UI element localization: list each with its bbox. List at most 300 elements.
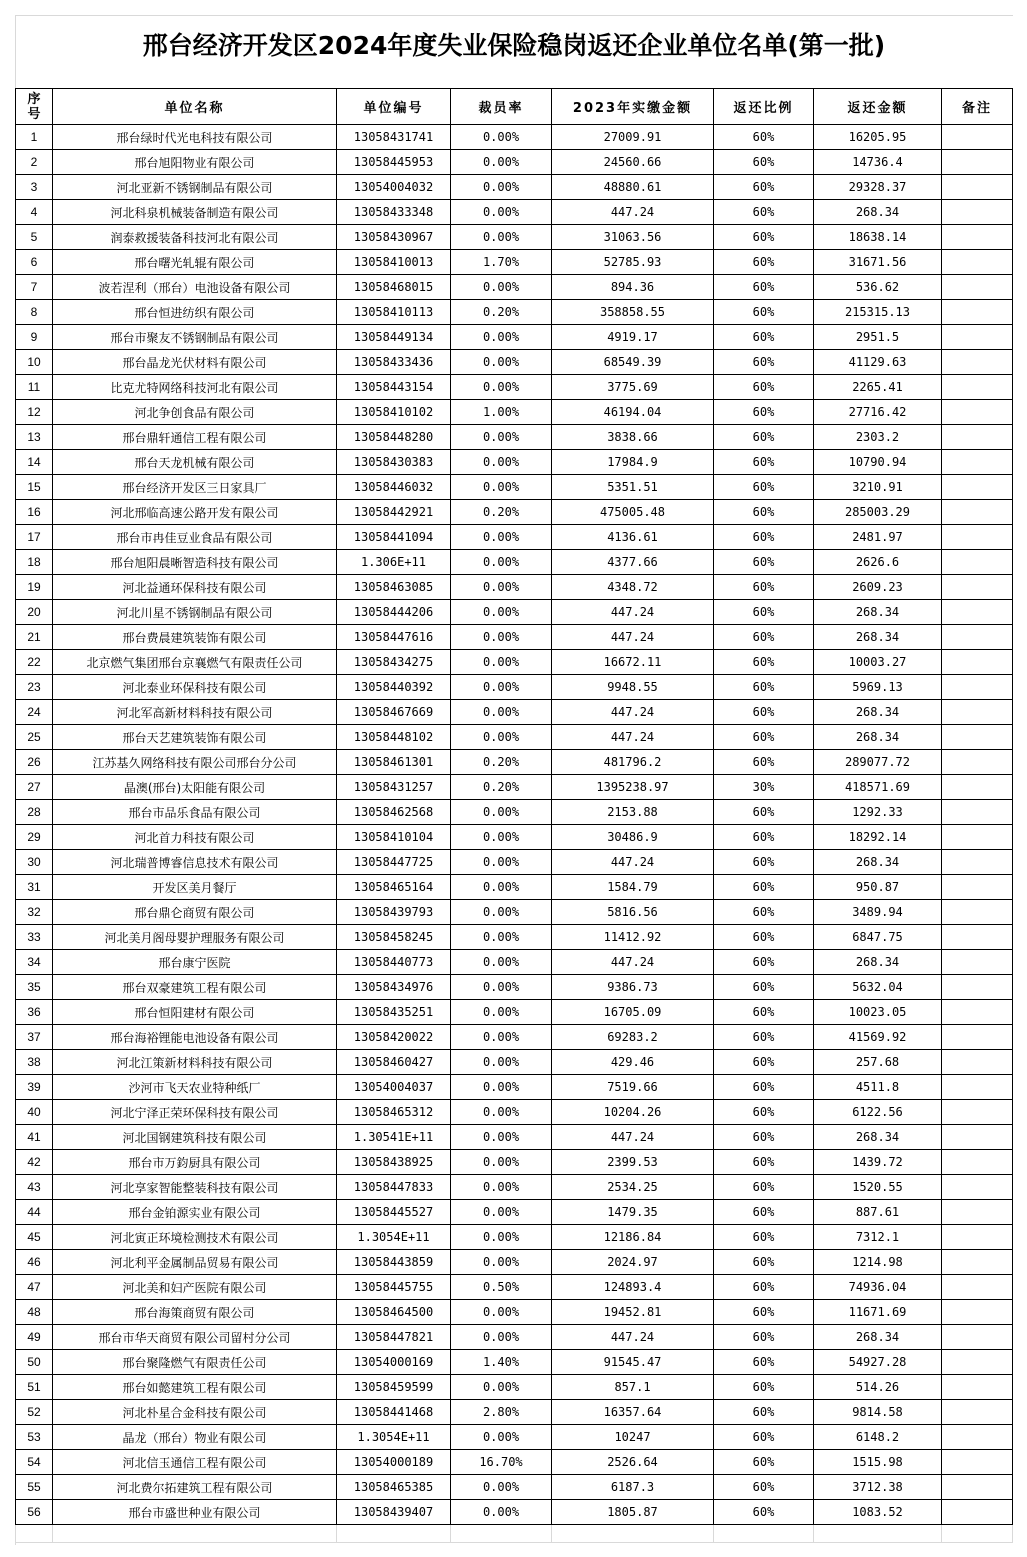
cell-company-name: 邢台市冉佳豆业食品有限公司 [53, 525, 337, 550]
cell-remarks [942, 1450, 1013, 1475]
cell-refund-ratio: 60% [714, 1425, 814, 1450]
cell-seq: 44 [16, 1200, 53, 1225]
cell-company-code: 13058435251 [337, 1000, 451, 1025]
cell-company-name: 江苏基久网络科技有限公司邢台分公司 [53, 750, 337, 775]
cell-refund-amount: 268.34 [814, 625, 942, 650]
cell-layoff-rate: 0.00% [451, 275, 552, 300]
table-row [16, 600, 1013, 625]
cell-remarks [942, 500, 1013, 525]
cell-seq: 39 [16, 1075, 53, 1100]
cell-layoff-rate: 0.00% [451, 725, 552, 750]
cell-remarks [942, 675, 1013, 700]
cell-remarks [942, 225, 1013, 250]
cell-company-code: 13058440392 [337, 675, 451, 700]
cell-refund-amount: 6847.75 [814, 925, 942, 950]
table-row [16, 875, 1013, 900]
cell-layoff-rate: 0.00% [451, 900, 552, 925]
cell-layoff-rate: 0.00% [451, 700, 552, 725]
cell-company-name: 邢台恒进纺织有限公司 [53, 300, 337, 325]
cell-refund-amount: 41129.63 [814, 350, 942, 375]
cell-company-name: 邢台市聚友不锈钢制品有限公司 [53, 325, 337, 350]
cell-company-name: 河北军高新材料科技有限公司 [53, 700, 337, 725]
cell-paid-amount: 447.24 [552, 850, 714, 875]
cell-company-name: 河北宁泽正荣环保科技有限公司 [53, 1100, 337, 1125]
cell-company-code: 13058430967 [337, 225, 451, 250]
cell-seq: 28 [16, 800, 53, 825]
cell-remarks [942, 1325, 1013, 1350]
cell-refund-ratio: 60% [714, 1275, 814, 1300]
cell-company-code: 13058431741 [337, 125, 451, 150]
table-row [16, 675, 1013, 700]
cell-refund-amount: 74936.04 [814, 1275, 942, 1300]
cell-company-code: 13058440773 [337, 950, 451, 975]
cell-layoff-rate: 0.00% [451, 1250, 552, 1275]
table-row [16, 1150, 1013, 1175]
cell-seq: 14 [16, 450, 53, 475]
cell-paid-amount: 447.24 [552, 625, 714, 650]
table-row [16, 800, 1013, 825]
table-row [16, 550, 1013, 575]
cell-refund-amount: 2626.6 [814, 550, 942, 575]
cell-company-code: 13058460427 [337, 1050, 451, 1075]
cell-seq: 18 [16, 550, 53, 575]
table-row [16, 325, 1013, 350]
cell-company-name: 河北信玉通信工程有限公司 [53, 1450, 337, 1475]
table-row [16, 275, 1013, 300]
cell-seq: 11 [16, 375, 53, 400]
table-row [16, 950, 1013, 975]
cell-remarks [942, 575, 1013, 600]
cell-seq: 25 [16, 725, 53, 750]
cell-seq: 53 [16, 1425, 53, 1450]
cell-refund-amount: 268.34 [814, 700, 942, 725]
cell-layoff-rate: 0.20% [451, 300, 552, 325]
table-row [16, 1325, 1013, 1350]
cell-remarks [942, 625, 1013, 650]
cell-layoff-rate: 0.50% [451, 1275, 552, 1300]
cell-remarks [942, 750, 1013, 775]
cell-company-name: 河北美和妇产医院有限公司 [53, 1275, 337, 1300]
cell-company-code: 13058444206 [337, 600, 451, 625]
cell-company-code: 13058410104 [337, 825, 451, 850]
cell-company-code: 13058443154 [337, 375, 451, 400]
cell-paid-amount: 46194.04 [552, 400, 714, 425]
cell-refund-ratio: 60% [714, 1075, 814, 1100]
cell-layoff-rate: 0.00% [451, 1175, 552, 1200]
cell-refund-ratio: 60% [714, 675, 814, 700]
cell-company-name: 邢台海策商贸有限公司 [53, 1300, 337, 1325]
cell-refund-ratio: 60% [714, 225, 814, 250]
cell-refund-amount: 6122.56 [814, 1100, 942, 1125]
cell-company-name: 邢台旭阳物业有限公司 [53, 150, 337, 175]
cell-seq: 1 [16, 125, 53, 150]
cell-company-code: 13058410102 [337, 400, 451, 425]
cell-company-name: 晶澳(邢台)太阳能有限公司 [53, 775, 337, 800]
cell-refund-amount: 1214.98 [814, 1250, 942, 1275]
cell-remarks [942, 1300, 1013, 1325]
cell-remarks [942, 325, 1013, 350]
cell-remarks [942, 1125, 1013, 1150]
cell-remarks [942, 175, 1013, 200]
cell-company-code: 13058458245 [337, 925, 451, 950]
empty-cell [451, 1525, 552, 1543]
cell-refund-ratio: 60% [714, 925, 814, 950]
cell-paid-amount: 17984.9 [552, 450, 714, 475]
table-row [16, 425, 1013, 450]
cell-refund-amount: 41569.92 [814, 1025, 942, 1050]
cell-refund-ratio: 60% [714, 425, 814, 450]
cell-layoff-rate: 0.00% [451, 475, 552, 500]
cell-seq: 2 [16, 150, 53, 175]
cell-layoff-rate: 0.20% [451, 750, 552, 775]
cell-remarks [942, 425, 1013, 450]
cell-layoff-rate: 1.40% [451, 1350, 552, 1375]
table-row [16, 250, 1013, 275]
table-row [16, 625, 1013, 650]
cell-company-name: 邢台双豪建筑工程有限公司 [53, 975, 337, 1000]
cell-company-name: 比克尤特网络科技河北有限公司 [53, 375, 337, 400]
table-row [16, 200, 1013, 225]
cell-seq: 6 [16, 250, 53, 275]
table-row [16, 1050, 1013, 1075]
cell-remarks [942, 375, 1013, 400]
cell-company-name: 邢台曙光轧辊有限公司 [53, 250, 337, 275]
cell-refund-amount: 215315.13 [814, 300, 942, 325]
cell-layoff-rate: 0.00% [451, 650, 552, 675]
table-row [16, 1225, 1013, 1250]
cell-refund-amount: 268.34 [814, 725, 942, 750]
cell-company-name: 河北泰业环保科技有限公司 [53, 675, 337, 700]
table-row [16, 1075, 1013, 1100]
cell-company-name: 邢台鼎仑商贸有限公司 [53, 900, 337, 925]
cell-company-code: 13058461301 [337, 750, 451, 775]
cell-company-name: 河北首力科技有限公司 [53, 825, 337, 850]
cell-company-code: 13058438925 [337, 1150, 451, 1175]
cell-remarks [942, 450, 1013, 475]
cell-refund-amount: 887.61 [814, 1200, 942, 1225]
cell-company-code: 13058465164 [337, 875, 451, 900]
cell-refund-ratio: 60% [714, 800, 814, 825]
cell-company-code: 13058447725 [337, 850, 451, 875]
cell-seq: 22 [16, 650, 53, 675]
header-company-name: 单位名称 [53, 89, 337, 125]
cell-paid-amount: 68549.39 [552, 350, 714, 375]
cell-refund-ratio: 60% [714, 1000, 814, 1025]
cell-layoff-rate: 0.00% [451, 850, 552, 875]
cell-company-name: 邢台鼎轩通信工程有限公司 [53, 425, 337, 450]
cell-company-name: 河北江策新材料科技有限公司 [53, 1050, 337, 1075]
cell-company-code: 13058442921 [337, 500, 451, 525]
cell-company-name: 邢台海裕锂能电池设备有限公司 [53, 1025, 337, 1050]
empty-cell [16, 1525, 53, 1543]
cell-remarks [942, 1375, 1013, 1400]
header-seq [16, 89, 53, 125]
cell-paid-amount: 31063.56 [552, 225, 714, 250]
cell-layoff-rate: 0.00% [451, 925, 552, 950]
cell-seq: 54 [16, 1450, 53, 1475]
table-row [16, 1250, 1013, 1275]
cell-company-code: 13054004037 [337, 1075, 451, 1100]
cell-company-code: 13058446032 [337, 475, 451, 500]
cell-company-name: 河北寅正环境检测技术有限公司 [53, 1225, 337, 1250]
cell-seq: 19 [16, 575, 53, 600]
cell-layoff-rate: 0.00% [451, 675, 552, 700]
cell-company-code: 13058420022 [337, 1025, 451, 1050]
cell-remarks [942, 1075, 1013, 1100]
table-header-row [16, 89, 1013, 125]
cell-layoff-rate: 0.00% [451, 800, 552, 825]
cell-refund-ratio: 60% [714, 1025, 814, 1050]
cell-layoff-rate: 0.00% [451, 1200, 552, 1225]
cell-refund-amount: 11671.69 [814, 1300, 942, 1325]
cell-company-code: 13054000169 [337, 1350, 451, 1375]
cell-refund-ratio: 60% [714, 725, 814, 750]
empty-cell [53, 1525, 337, 1543]
cell-company-name: 邢台市盛世种业有限公司 [53, 1500, 337, 1525]
cell-remarks [942, 1350, 1013, 1375]
cell-refund-ratio: 60% [714, 875, 814, 900]
cell-remarks [942, 300, 1013, 325]
cell-company-code: 13058447616 [337, 625, 451, 650]
cell-refund-ratio: 60% [714, 575, 814, 600]
table-row [16, 375, 1013, 400]
cell-refund-amount: 268.34 [814, 950, 942, 975]
cell-layoff-rate: 0.00% [451, 225, 552, 250]
cell-company-name: 邢台天龙机械有限公司 [53, 450, 337, 475]
cell-refund-ratio: 60% [714, 1475, 814, 1500]
cell-seq: 27 [16, 775, 53, 800]
table-row [16, 300, 1013, 325]
cell-layoff-rate: 0.00% [451, 125, 552, 150]
cell-paid-amount: 9948.55 [552, 675, 714, 700]
cell-refund-amount: 7312.1 [814, 1225, 942, 1250]
cell-layoff-rate: 0.00% [451, 175, 552, 200]
header-paid-amount: 2023年实缴金额 [552, 89, 714, 125]
cell-remarks [942, 825, 1013, 850]
cell-remarks [942, 200, 1013, 225]
table-row [16, 225, 1013, 250]
cell-paid-amount: 1584.79 [552, 875, 714, 900]
table-row [16, 450, 1013, 475]
cell-company-name: 河北争创食品有限公司 [53, 400, 337, 425]
cell-company-code: 1.306E+11 [337, 550, 451, 575]
cell-paid-amount: 475005.48 [552, 500, 714, 525]
cell-refund-ratio: 60% [714, 175, 814, 200]
cell-company-name: 河北美月阁母婴护理服务有限公司 [53, 925, 337, 950]
cell-refund-ratio: 60% [714, 1175, 814, 1200]
cell-refund-ratio: 60% [714, 625, 814, 650]
table-row [16, 1400, 1013, 1425]
cell-company-code: 13058439407 [337, 1500, 451, 1525]
cell-paid-amount: 5351.51 [552, 475, 714, 500]
table-row [16, 125, 1013, 150]
cell-layoff-rate: 0.00% [451, 875, 552, 900]
table-row [16, 700, 1013, 725]
cell-seq: 15 [16, 475, 53, 500]
cell-remarks [942, 1225, 1013, 1250]
cell-paid-amount: 447.24 [552, 200, 714, 225]
cell-seq: 55 [16, 1475, 53, 1500]
cell-refund-amount: 3712.38 [814, 1475, 942, 1500]
cell-paid-amount: 9386.73 [552, 975, 714, 1000]
table-row [16, 925, 1013, 950]
cell-company-code: 13058462568 [337, 800, 451, 825]
cell-seq: 48 [16, 1300, 53, 1325]
cell-paid-amount: 7519.66 [552, 1075, 714, 1100]
cell-company-name: 河北邢临高速公路开发有限公司 [53, 500, 337, 525]
cell-company-name: 晶龙（邢台）物业有限公司 [53, 1425, 337, 1450]
cell-paid-amount: 30486.9 [552, 825, 714, 850]
cell-paid-amount: 447.24 [552, 600, 714, 625]
cell-paid-amount: 3775.69 [552, 375, 714, 400]
cell-seq: 33 [16, 925, 53, 950]
cell-layoff-rate: 0.00% [451, 1000, 552, 1025]
company-list-table [15, 88, 1013, 1543]
cell-paid-amount: 10247 [552, 1425, 714, 1450]
cell-seq: 26 [16, 750, 53, 775]
table-row [16, 650, 1013, 675]
cell-paid-amount: 4377.66 [552, 550, 714, 575]
cell-remarks [942, 1025, 1013, 1050]
cell-refund-amount: 6148.2 [814, 1425, 942, 1450]
cell-paid-amount: 2526.64 [552, 1450, 714, 1475]
cell-refund-ratio: 60% [714, 550, 814, 575]
cell-company-code: 13058468015 [337, 275, 451, 300]
cell-layoff-rate: 0.00% [451, 375, 552, 400]
cell-refund-ratio: 60% [714, 1250, 814, 1275]
cell-remarks [942, 1200, 1013, 1225]
cell-company-name: 河北瑞普博睿信息技术有限公司 [53, 850, 337, 875]
table-row [16, 825, 1013, 850]
cell-seq: 24 [16, 700, 53, 725]
cell-remarks [942, 900, 1013, 925]
cell-remarks [942, 1100, 1013, 1125]
cell-seq: 13 [16, 425, 53, 450]
table-row [16, 1500, 1013, 1525]
cell-seq: 29 [16, 825, 53, 850]
cell-seq: 41 [16, 1125, 53, 1150]
cell-company-name: 润泰救援装备科技河北有限公司 [53, 225, 337, 250]
cell-refund-amount: 27716.42 [814, 400, 942, 425]
cell-remarks [942, 1250, 1013, 1275]
cell-refund-amount: 18638.14 [814, 225, 942, 250]
cell-remarks [942, 1400, 1013, 1425]
cell-company-code: 1.3054E+11 [337, 1225, 451, 1250]
cell-refund-amount: 536.62 [814, 275, 942, 300]
table-row [16, 400, 1013, 425]
cell-refund-ratio: 60% [714, 600, 814, 625]
cell-seq: 7 [16, 275, 53, 300]
empty-cell [552, 1525, 714, 1543]
cell-remarks [942, 525, 1013, 550]
cell-refund-amount: 3489.94 [814, 900, 942, 925]
cell-company-code: 13058431257 [337, 775, 451, 800]
table-row [16, 475, 1013, 500]
empty-cell [942, 1525, 1013, 1543]
cell-paid-amount: 2153.88 [552, 800, 714, 825]
header-remarks: 备注 [942, 89, 1013, 125]
cell-company-code: 13058449134 [337, 325, 451, 350]
cell-refund-ratio: 60% [714, 350, 814, 375]
cell-company-name: 邢台聚隆燃气有限责任公司 [53, 1350, 337, 1375]
cell-seq: 35 [16, 975, 53, 1000]
cell-seq: 36 [16, 1000, 53, 1025]
cell-remarks [942, 800, 1013, 825]
document-title: 邢台经济开发区2024年度失业保险稳岗返还企业单位名单(第一批) [142, 31, 886, 60]
cell-company-name: 河北科泉机械装备制造有限公司 [53, 200, 337, 225]
cell-paid-amount: 447.24 [552, 1125, 714, 1150]
cell-company-code: 13058434275 [337, 650, 451, 675]
cell-seq: 51 [16, 1375, 53, 1400]
cell-refund-amount: 268.34 [814, 200, 942, 225]
header-refund-amount: 返还金额 [814, 89, 942, 125]
cell-remarks [942, 1475, 1013, 1500]
cell-seq: 32 [16, 900, 53, 925]
cell-layoff-rate: 0.00% [451, 575, 552, 600]
cell-paid-amount: 4348.72 [552, 575, 714, 600]
cell-company-name: 邢台经济开发区三日家具厂 [53, 475, 337, 500]
cell-refund-ratio: 60% [714, 400, 814, 425]
cell-layoff-rate: 0.00% [451, 1300, 552, 1325]
cell-company-name: 河北利平金属制品贸易有限公司 [53, 1250, 337, 1275]
cell-remarks [942, 1000, 1013, 1025]
cell-remarks [942, 1500, 1013, 1525]
cell-refund-amount: 1520.55 [814, 1175, 942, 1200]
cell-layoff-rate: 1.70% [451, 250, 552, 275]
cell-paid-amount: 1805.87 [552, 1500, 714, 1525]
cell-seq: 10 [16, 350, 53, 375]
cell-refund-ratio: 60% [714, 375, 814, 400]
cell-paid-amount: 69283.2 [552, 1025, 714, 1050]
cell-seq: 37 [16, 1025, 53, 1050]
cell-refund-ratio: 60% [714, 150, 814, 175]
cell-paid-amount: 894.36 [552, 275, 714, 300]
cell-seq: 34 [16, 950, 53, 975]
table-row [16, 1375, 1013, 1400]
cell-company-code: 13058465312 [337, 1100, 451, 1125]
cell-refund-ratio: 60% [714, 250, 814, 275]
cell-company-name: 河北亚新不锈钢制品有限公司 [53, 175, 337, 200]
cell-paid-amount: 6187.3 [552, 1475, 714, 1500]
cell-layoff-rate: 0.00% [451, 1025, 552, 1050]
cell-company-name: 邢台恒阳建材有限公司 [53, 1000, 337, 1025]
cell-layoff-rate: 0.00% [451, 1425, 552, 1450]
header-seq-label: 序 号 [27, 91, 41, 122]
cell-remarks [942, 275, 1013, 300]
cell-paid-amount: 12186.84 [552, 1225, 714, 1250]
cell-layoff-rate: 0.00% [451, 1075, 552, 1100]
cell-seq: 42 [16, 1150, 53, 1175]
table-row [16, 525, 1013, 550]
cell-company-code: 13058441094 [337, 525, 451, 550]
cell-remarks [942, 1425, 1013, 1450]
cell-company-code: 13058467669 [337, 700, 451, 725]
cell-company-code: 13058445755 [337, 1275, 451, 1300]
cell-company-name: 邢台康宁医院 [53, 950, 337, 975]
cell-refund-amount: 2303.2 [814, 425, 942, 450]
cell-company-name: 波若涅利（邢台）电池设备有限公司 [53, 275, 337, 300]
cell-layoff-rate: 0.00% [451, 1475, 552, 1500]
cell-refund-amount: 3210.91 [814, 475, 942, 500]
cell-company-name: 邢台如懿建筑工程有限公司 [53, 1375, 337, 1400]
cell-refund-amount: 54927.28 [814, 1350, 942, 1375]
table-row [16, 775, 1013, 800]
cell-company-name: 沙河市飞天农业特种纸厂 [53, 1075, 337, 1100]
table-row [16, 1350, 1013, 1375]
cell-seq: 50 [16, 1350, 53, 1375]
cell-layoff-rate: 0.00% [451, 450, 552, 475]
cell-refund-ratio: 60% [714, 500, 814, 525]
